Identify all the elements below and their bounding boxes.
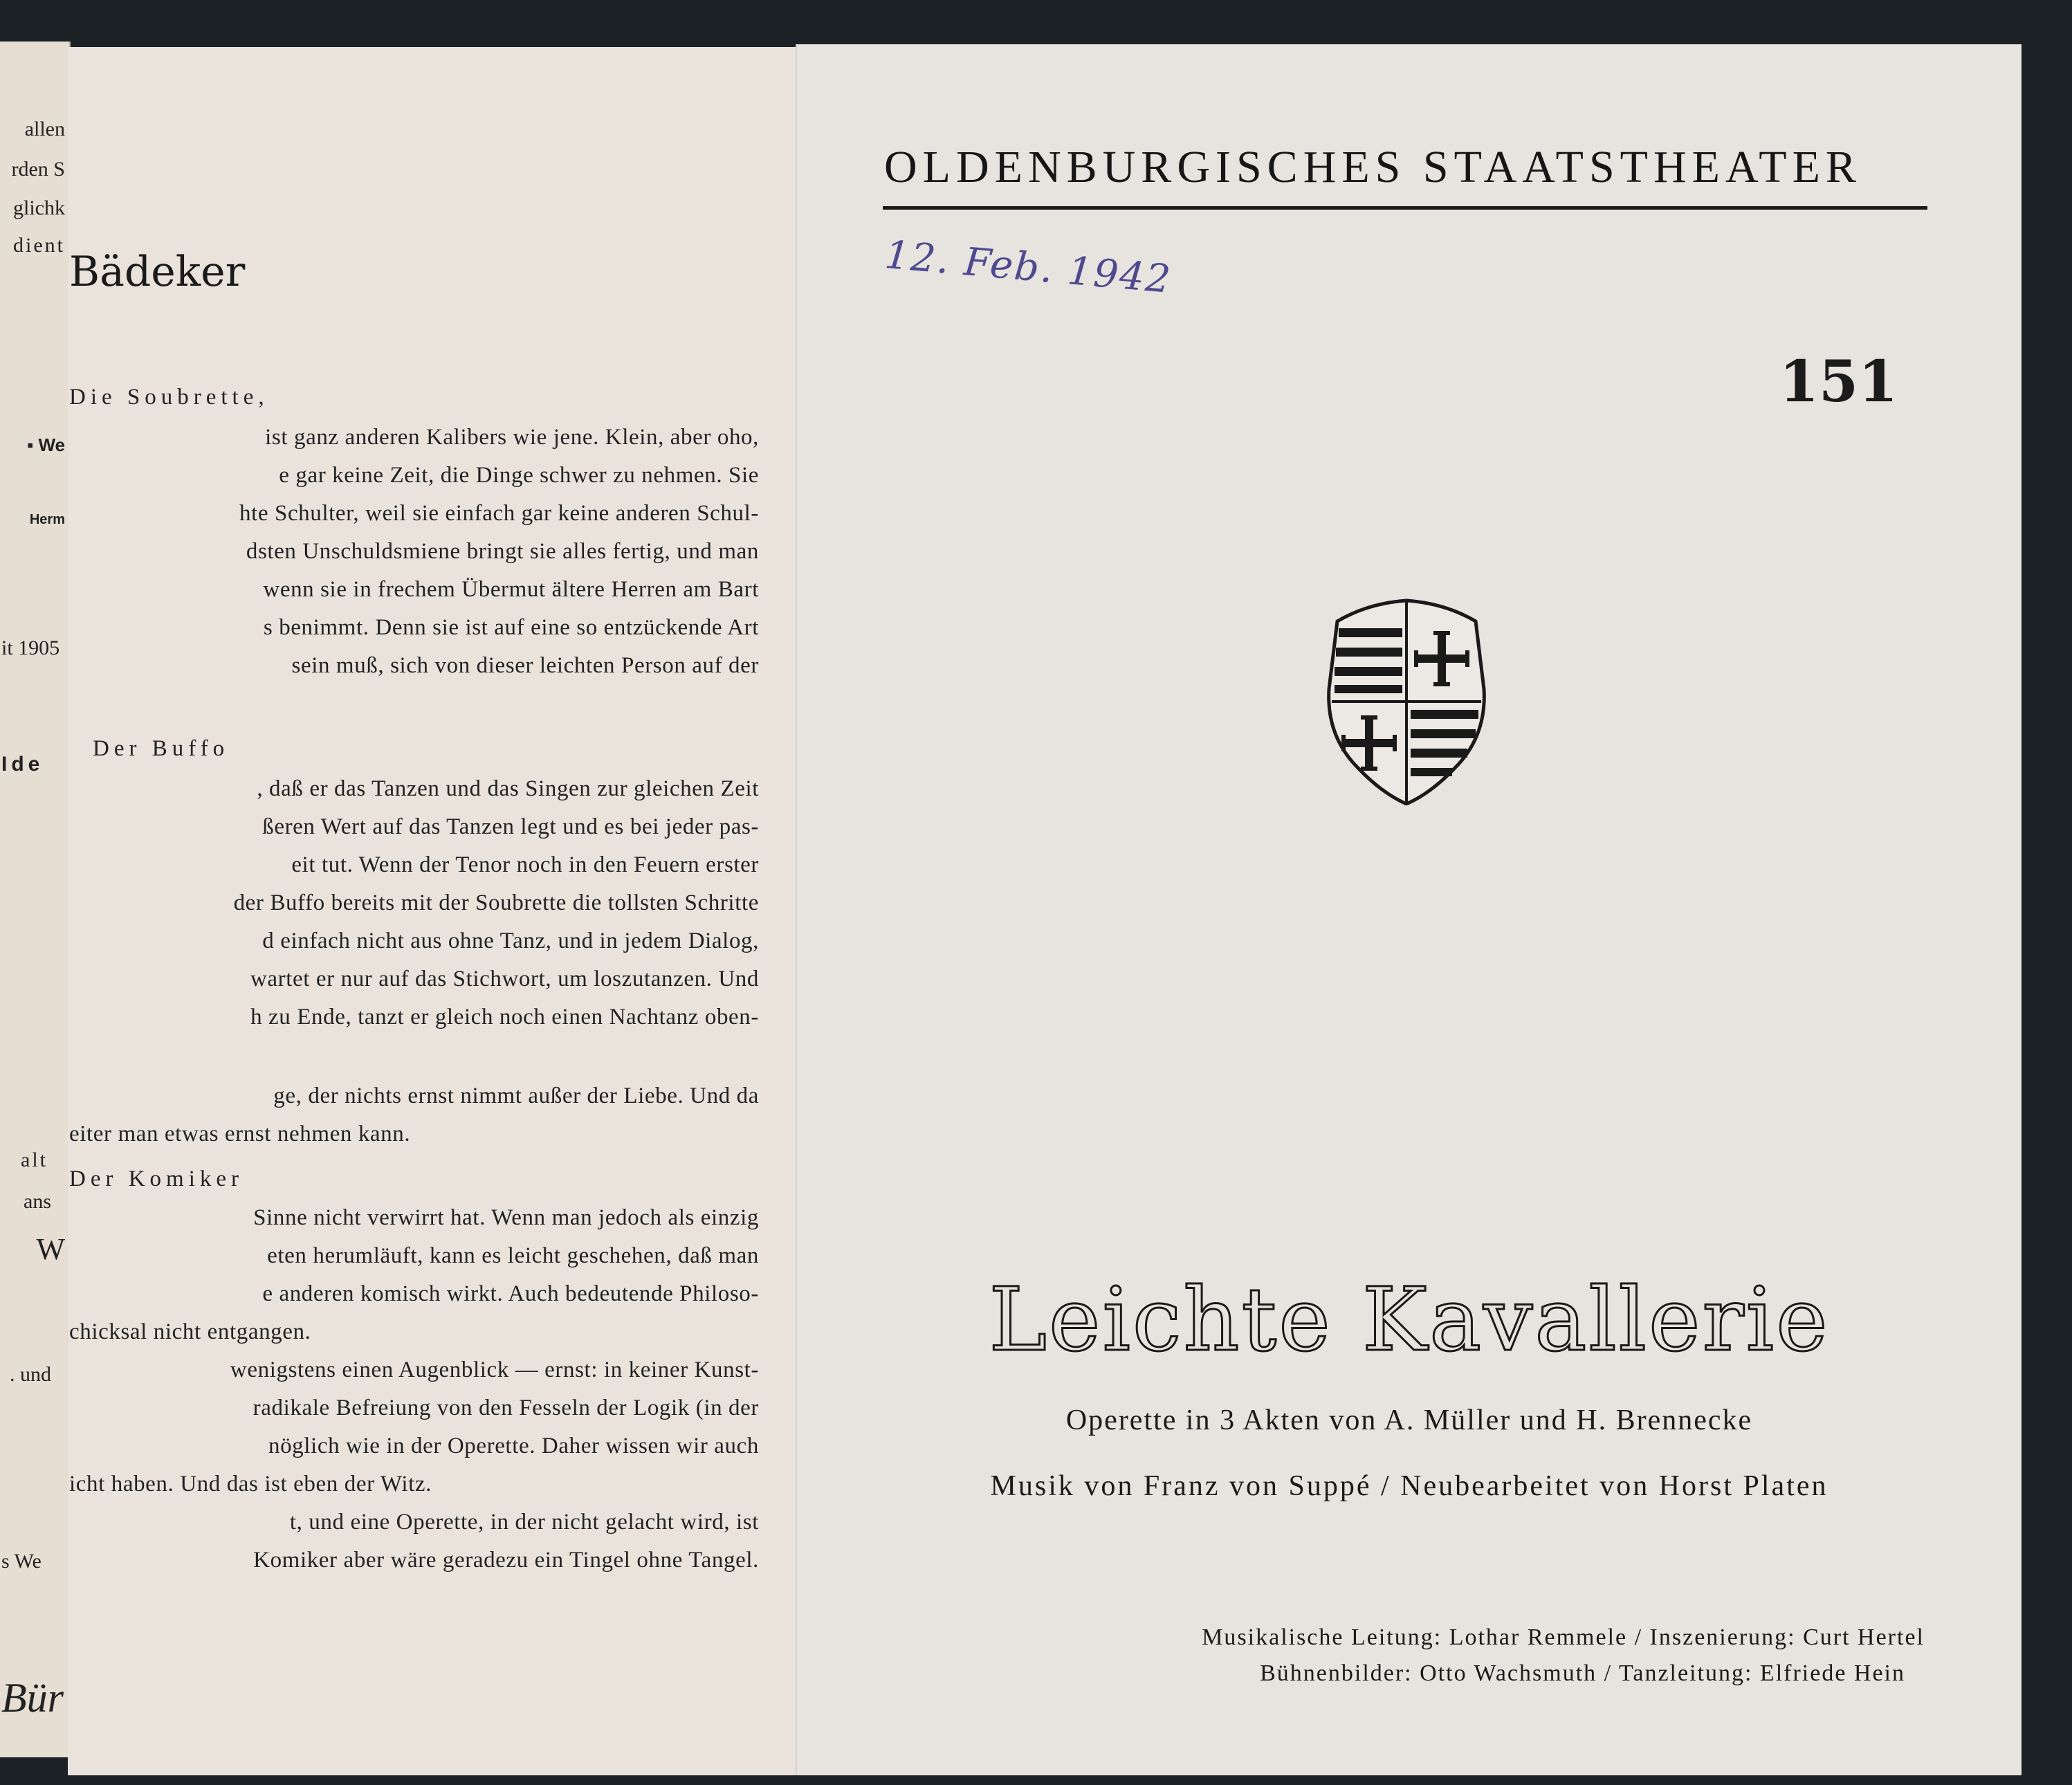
- text-line: e anderen komisch wirkt. Auch bedeutende Philoso-: [262, 1281, 759, 1306]
- text-line: wenn sie in frechem Übermut ältere Herren am Bart: [263, 577, 759, 602]
- under-fragment: allen: [24, 118, 65, 140]
- text-line: wenigstens einen Augenblick — ernst: in keiner Kunst-: [230, 1357, 759, 1382]
- text-line: hte Schulter, weil sie einfach gar keine anderen Schul-: [239, 501, 759, 526]
- text-line: h zu Ende, tanzt er gleich noch einen Nachtanz oben-: [250, 1005, 759, 1029]
- coat-of-arms-icon: [1326, 598, 1487, 805]
- text-line: wartet er nur auf das Stichwort, um loszutanzen. Und: [250, 967, 759, 991]
- under-fragment: Bür: [1, 1675, 64, 1721]
- text-line: e gar keine Zeit, die Dinge schwer zu nehmen. Sie: [279, 463, 759, 488]
- page-heading: Bädeker: [69, 248, 246, 296]
- under-fragment: glichk: [13, 196, 65, 219]
- under-fragment: . und: [10, 1363, 51, 1386]
- under-fragment: ▪ We: [27, 434, 65, 455]
- under-fragment: dient: [13, 234, 65, 257]
- text-line: d einfach nicht aus ohne Tanz, und in jedem Dialog,: [262, 928, 759, 953]
- under-fragment: alt: [21, 1148, 48, 1171]
- text-line: ge, der nichts ernst nimmt außer der Liebe. Und da: [273, 1083, 759, 1108]
- theater-name: OLDENBURGISCHES STAATSTHEATER: [884, 142, 1862, 192]
- text-line: icht haben. Und das ist eben der Witz.: [69, 1472, 432, 1496]
- text-line: Sinne nicht verwirrt hat. Wenn man jedoch als einzig: [253, 1205, 759, 1230]
- text-line: eiter man etwas ernst nehmen kann.: [69, 1122, 411, 1146]
- section-title: Der Komiker: [69, 1166, 244, 1191]
- text-line: sein muß, sich von dieser leichten Person auf der: [291, 653, 759, 678]
- play-subtitle: Operette in 3 Akten von A. Müller und H. Brennecke: [1065, 1404, 1753, 1436]
- text-line: s benimmt. Denn sie ist auf eine so entzückende Art: [263, 615, 759, 640]
- underlying-page-edge: [0, 42, 71, 1757]
- text-line: der Buffo bereits mit der Soubrette die tollsten Schritte: [233, 890, 759, 915]
- text-line: ßeren Wert auf das Tanzen legt und es bei jeder pas-: [262, 814, 759, 839]
- text-line: Komiker aber wäre geradezu ein Tingel ohne Tangel.: [253, 1548, 759, 1573]
- program-number: 151: [1779, 349, 1898, 415]
- section-title: Der Buffo: [93, 736, 230, 761]
- left-page: [68, 47, 796, 1775]
- text-line: dsten Unschuldsmiene bringt sie alles fertig, und man: [246, 539, 759, 564]
- text-line: eten herumläuft, kann es leicht geschehen, daß man: [267, 1243, 759, 1268]
- text-line: chicksal nicht entgangen.: [69, 1319, 311, 1344]
- date-stamp: 12. Feb. 1942: [883, 232, 1174, 302]
- text-line: t, und eine Operette, in der nicht gelacht wird, ist: [289, 1510, 759, 1535]
- under-fragment: W: [36, 1232, 65, 1266]
- text-line: ist ganz anderen Kalibers wie jene. Klein, aber oho,: [265, 425, 759, 450]
- play-title: Leichte Kavallerie: [989, 1269, 1830, 1371]
- under-fragment: rden S: [11, 158, 65, 181]
- under-fragment: Ide: [1, 753, 44, 776]
- title-rule: [883, 206, 1927, 210]
- right-page: [796, 44, 2021, 1775]
- credit-line: Musikalische Leitung: Lothar Remmele / Inszenierung: Curt Hertel: [1202, 1624, 1925, 1650]
- music-credit: Musik von Franz von Suppé / Neubearbeitet von Horst Platen: [990, 1470, 1828, 1502]
- text-line: radikale Befreiung von den Fesseln der Logik (in der: [253, 1395, 759, 1420]
- text-line: eit tut. Wenn der Tenor noch in den Feuern erster: [291, 852, 759, 877]
- credit-line: Bühnenbilder: Otto Wachsmuth / Tanzleitung: Elfriede Hein: [1260, 1660, 1905, 1686]
- under-fragment: ans: [24, 1190, 51, 1213]
- under-fragment: it 1905: [1, 637, 60, 659]
- section-title: Die Soubrette,: [69, 385, 269, 410]
- text-line: nöglich wie in der Operette. Daher wissen wir auch: [268, 1434, 759, 1458]
- under-fragment: Herm: [29, 512, 65, 527]
- text-line: , daß er das Tanzen und das Singen zur gleichen Zeit: [257, 776, 759, 801]
- under-fragment: s We: [1, 1550, 42, 1573]
